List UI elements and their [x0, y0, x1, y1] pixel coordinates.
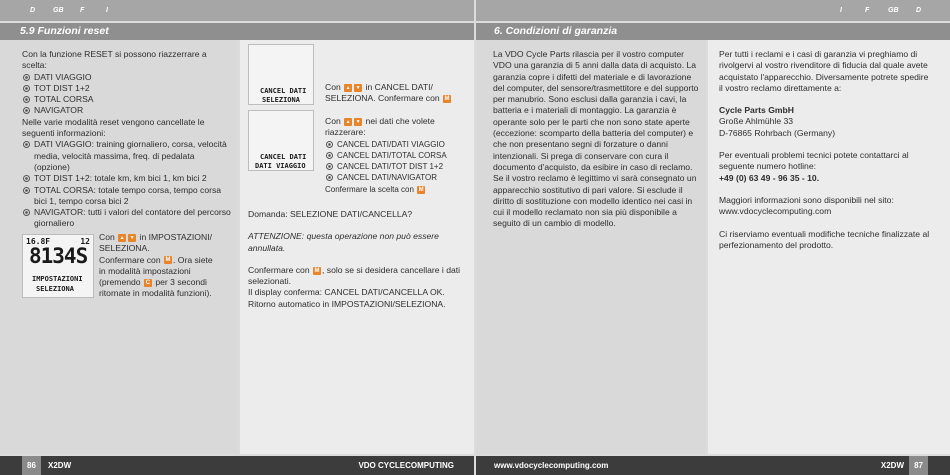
reset-intro: Con la funzione RESET si possono riazzerrare a scelta:	[22, 49, 207, 71]
brand-name: VDO CYCLECOMPUTING	[358, 461, 454, 470]
text-fragment: nei dati che volete	[365, 116, 435, 126]
website-footer: www.vdocyclecomputing.com	[494, 461, 609, 470]
m-key-icon: M	[165, 257, 171, 264]
warning-text: ATTENZIONE: questa operazione non può essere annullata.	[248, 231, 439, 253]
footer-left	[0, 456, 474, 475]
reset-details-list	[22, 139, 232, 229]
lcd-line-1: IMPOSTAZIONI	[32, 275, 83, 283]
hotline-number: +49 (0) 63 49 - 96 35 - 10.	[719, 172, 820, 183]
warranty-text: La VDO Cycle Parts rilascia per il vostro computer VDO una garanzia di 5 anni dalla data di acquisto. La garanzia copre i difetti del materiale e di lavorazione del computer, del sensore/trasmettitore e del supporto per manubrio. Sono esclusi dalla garanzia i cavi, la batteria e i materiali di montaggio. La garanzia è operante solo per le parti che non sono state aperte (eccezione: scomparto della batteria del computer) e che non presentano segni di forzature o danni intenzionali. Si prega di conservare con cura il documento d'acquisto, da esibire in caso di reclamo. Se il vostro reclamo è legittimo vi sarà consegnato un apparecchio sostitutivo di pari valore. Si esclude il diritto di sostituzione con modello identico nei casi in cui il modello reclamato non sia più disponibile a seguito di un cambio di modello.	[493, 49, 699, 229]
c-key-icon: C	[145, 279, 151, 286]
lcd-display-cancel	[248, 44, 314, 105]
list-item: TOTAL CORSA: totale tempo corsa, tempo corsa bici 1, tempo corsa bici 2	[22, 185, 232, 208]
cancel-options-list	[325, 139, 471, 184]
list-item: CANCEL DATI/DATI VIAGGIO	[325, 139, 471, 150]
model-name-left: X2DW	[48, 461, 72, 470]
down-key-icon	[354, 84, 362, 92]
list-item: CANCEL DATI/TOT DIST 1+2	[325, 161, 471, 172]
text-fragment: , solo se si desidera cancellare i dati selezionati.	[248, 264, 461, 287]
section-title-warranty: 6. Condizioni di garanzia	[476, 23, 950, 40]
list-item: TOT DIST 1+2: totale km, km bici 1, km bici 2	[22, 173, 232, 184]
reset-column-1	[0, 40, 238, 454]
up-key-icon	[118, 234, 126, 242]
text-fragment: Confermare con	[99, 254, 161, 265]
text-line: ritornate in modalità funzioni).	[99, 288, 212, 299]
lang-tab-gb: GB	[53, 7, 64, 14]
list-item: CANCEL DATI/NAVIGATOR	[325, 172, 471, 183]
page-number-left: 86	[22, 456, 41, 475]
lang-tab-i: I	[840, 7, 842, 14]
model-name-right: X2DW	[880, 461, 904, 470]
reset-options-list	[22, 72, 232, 117]
question-text: Domanda: SELEZIONE DATI/CANCELLA?	[248, 209, 413, 219]
page-number-right: 87	[909, 456, 928, 475]
text-line: SELEZIONA.	[99, 243, 150, 254]
select-data-instructions	[325, 116, 471, 195]
lang-tab-i: I	[106, 7, 108, 14]
lcd-line-1: CANCEL DATI	[260, 153, 307, 161]
hotline-paragraph: Per eventuali problemi tecnici potete contattarci al seguente numero hotline:	[719, 150, 909, 172]
text-fragment: Con	[325, 82, 341, 92]
lcd-line-2: DATI VIAGGIO	[255, 162, 306, 170]
text-fragment: (premendo	[99, 277, 141, 288]
reset-text	[22, 49, 232, 230]
text-fragment: . Ora siete	[173, 254, 213, 265]
text-line: in modalità impostazioni	[99, 265, 191, 276]
warranty-column-2	[708, 40, 950, 454]
text-fragment: per 3 secondi	[155, 277, 207, 288]
m-key-icon: M	[444, 96, 450, 103]
lcd-display-settings	[22, 234, 94, 298]
complaint-paragraph: Per tutti i reclami e i casi di garanzia vi preghiamo di rivolgervi al vostro rivenditore di fiducia dal quale avete acquistato l'apparecchio. Diversamente potrete spedire il vostro reclamo direttamente a:	[719, 49, 929, 93]
warranty-column-1	[476, 40, 706, 454]
lcd-line-1: CANCEL DATI	[260, 87, 307, 95]
footer-right	[476, 456, 950, 475]
settings-instructions	[99, 232, 237, 300]
text-fragment: Confermare la scelta con	[325, 184, 414, 194]
language-strip-right	[476, 0, 950, 21]
lcd-line-2: SELEZIONA	[36, 285, 74, 293]
reset-mid-text: Nelle varie modalità reset vengono cancellate le seguenti informazioni:	[22, 116, 205, 139]
lcd-top-right-value: 12	[80, 237, 90, 246]
company-street: Große Ahlmühle 33	[719, 116, 794, 127]
lang-tab-d: D	[916, 7, 922, 14]
list-item: DATI VIAGGIO: training giornaliero, corsa, velocità media, velocità massima, freq. di pedalata (opzione)	[22, 139, 232, 173]
text-line: riazzerare:	[325, 127, 366, 138]
up-key-icon	[344, 84, 352, 92]
warranty-contact	[719, 49, 931, 251]
text-fragment: Con	[325, 116, 341, 126]
website-link[interactable]: www.vdocyclecomputing.com	[719, 206, 832, 217]
lcd-line-2: SELEZIONA	[262, 96, 300, 104]
cancel-confirmation-text	[248, 209, 470, 310]
display-confirmation-text: Il display conferma: CANCEL DATI/CANCELLA OK. Ritorno automatico in IMPOSTAZIONI/SELEZIONA.	[248, 287, 446, 309]
lang-tab-f: F	[865, 7, 870, 14]
lang-tab-f: F	[80, 7, 85, 14]
language-strip-left	[0, 0, 474, 21]
text-fragment: in IMPOSTAZIONI/	[139, 232, 212, 242]
down-key-icon	[354, 118, 362, 126]
changes-paragraph: Ci riserviamo eventuali modifiche tecniche finalizzate al perfezionamento del prodotto.	[719, 228, 930, 250]
lcd-top-left-value: 16.8F	[26, 237, 51, 246]
list-item: NAVIGATOR	[22, 105, 232, 116]
down-key-icon	[128, 234, 136, 242]
company-city: D-76865 Rohrbach (Germany)	[719, 127, 836, 138]
lcd-main-value: 8134S	[29, 244, 88, 268]
info-paragraph: Maggiori informazioni sono disponibili nel sito:	[719, 194, 894, 205]
cancel-instructions	[325, 82, 471, 105]
company-name: Cycle Parts GmbH	[719, 105, 794, 116]
lcd-display-cancel-trip	[248, 110, 314, 171]
list-item: TOT DIST 1+2	[22, 83, 232, 94]
lang-tab-d: D	[30, 7, 36, 14]
text-fragment: SELEZIONA. Confermare con	[325, 93, 440, 104]
text-fragment: Confermare con	[248, 264, 310, 275]
list-item: CANCEL DATI/TOTAL CORSA	[325, 150, 471, 161]
text-fragment: Con	[99, 232, 115, 242]
up-key-icon	[344, 118, 352, 126]
list-item: NAVIGATOR: tutti i valori del contatore del percorso giornaliero	[22, 207, 232, 230]
section-title-reset: 5.9 Funzioni reset	[0, 23, 474, 40]
lang-tab-gb: GB	[888, 7, 899, 14]
m-key-icon: M	[314, 267, 320, 274]
text-fragment: in CANCEL DATI/	[365, 82, 433, 92]
reset-column-2	[240, 40, 474, 454]
list-item: TOTAL CORSA	[22, 94, 232, 105]
m-key-icon: M	[418, 186, 424, 193]
list-item: DATI VIAGGIO	[22, 72, 232, 83]
